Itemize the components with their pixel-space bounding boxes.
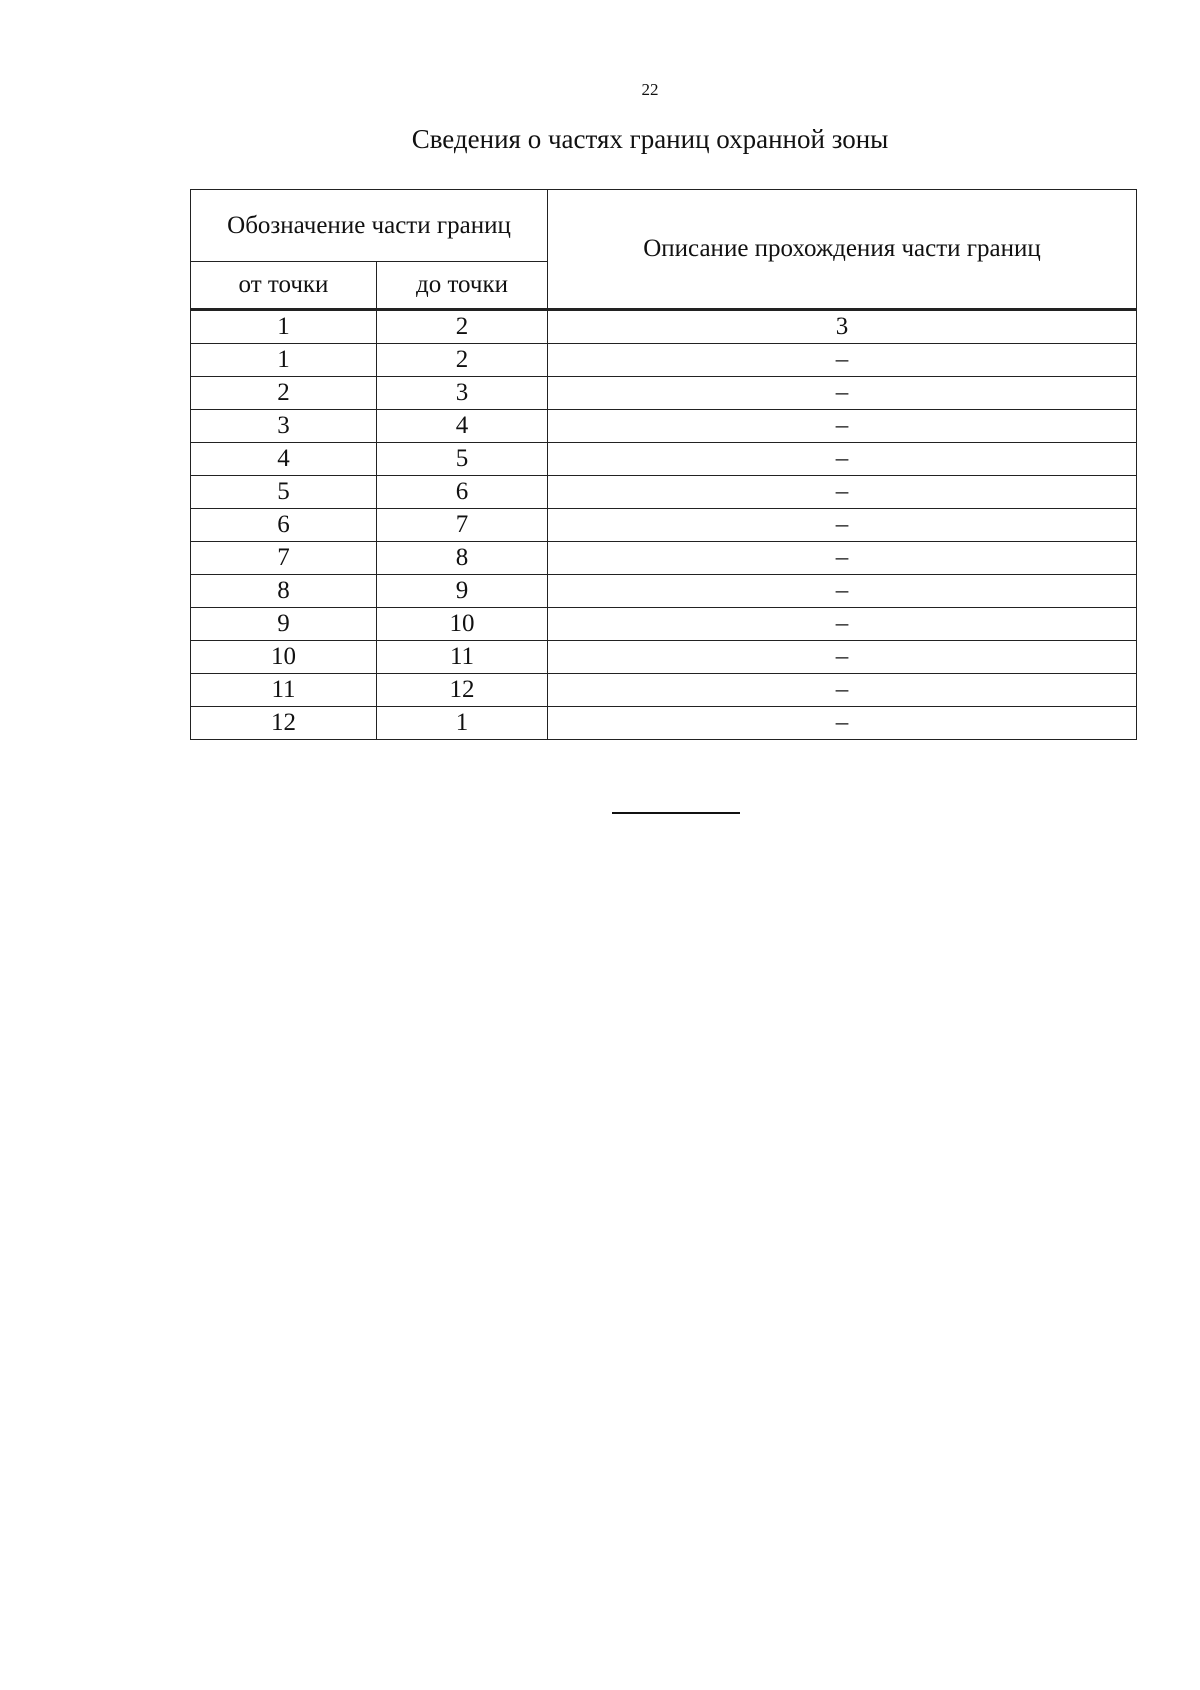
table-row xyxy=(191,608,1137,641)
page-number: 22 xyxy=(641,80,659,99)
cell-to: 3 xyxy=(377,377,548,410)
cell-description: – xyxy=(548,707,1137,740)
cell-description: – xyxy=(548,608,1137,641)
table-row xyxy=(191,575,1137,608)
boundary-parts-table xyxy=(190,189,1137,740)
page-title: Сведения о частях границ охранной зоны xyxy=(411,124,889,154)
cell-from: 7 xyxy=(191,542,377,575)
cell-to: 10 xyxy=(377,608,548,641)
cell-to: 2 xyxy=(377,344,548,377)
cell-to: 5 xyxy=(377,443,548,476)
cell-description: – xyxy=(548,344,1137,377)
column-number: 3 xyxy=(548,310,1137,344)
cell-to: 7 xyxy=(377,509,548,542)
cell-to: 1 xyxy=(377,707,548,740)
table-row xyxy=(191,476,1137,509)
table-row xyxy=(191,674,1137,707)
table-row xyxy=(191,641,1137,674)
cell-from: 9 xyxy=(191,608,377,641)
header-description: Описание прохождения части границ xyxy=(548,190,1137,310)
table-row xyxy=(191,344,1137,377)
cell-from: 6 xyxy=(191,509,377,542)
table-row xyxy=(191,377,1137,410)
table-row xyxy=(191,443,1137,476)
cell-description: – xyxy=(548,476,1137,509)
header-designation: Обозначение части границ xyxy=(191,190,548,262)
cell-from: 8 xyxy=(191,575,377,608)
cell-from: 1 xyxy=(191,344,377,377)
cell-to: 9 xyxy=(377,575,548,608)
header-to-point: до точки xyxy=(377,262,548,310)
cell-to: 12 xyxy=(377,674,548,707)
cell-description: – xyxy=(548,410,1137,443)
cell-from: 3 xyxy=(191,410,377,443)
cell-to: 6 xyxy=(377,476,548,509)
cell-from: 12 xyxy=(191,707,377,740)
cell-description: – xyxy=(548,377,1137,410)
table-row xyxy=(191,509,1137,542)
cell-description: – xyxy=(548,542,1137,575)
cell-to: 4 xyxy=(377,410,548,443)
column-number: 1 xyxy=(191,310,377,344)
cell-from: 11 xyxy=(191,674,377,707)
end-rule xyxy=(612,812,740,814)
cell-from: 4 xyxy=(191,443,377,476)
cell-from: 2 xyxy=(191,377,377,410)
cell-from: 10 xyxy=(191,641,377,674)
cell-description: – xyxy=(548,509,1137,542)
column-number-row xyxy=(191,310,1137,344)
table-row xyxy=(191,410,1137,443)
cell-to: 11 xyxy=(377,641,548,674)
table-row xyxy=(191,542,1137,575)
cell-description: – xyxy=(548,641,1137,674)
cell-to: 8 xyxy=(377,542,548,575)
cell-from: 5 xyxy=(191,476,377,509)
header-from-point: от точки xyxy=(191,262,377,310)
cell-description: – xyxy=(548,443,1137,476)
table-row xyxy=(191,707,1137,740)
column-number: 2 xyxy=(377,310,548,344)
cell-description: – xyxy=(548,575,1137,608)
cell-description: – xyxy=(548,674,1137,707)
